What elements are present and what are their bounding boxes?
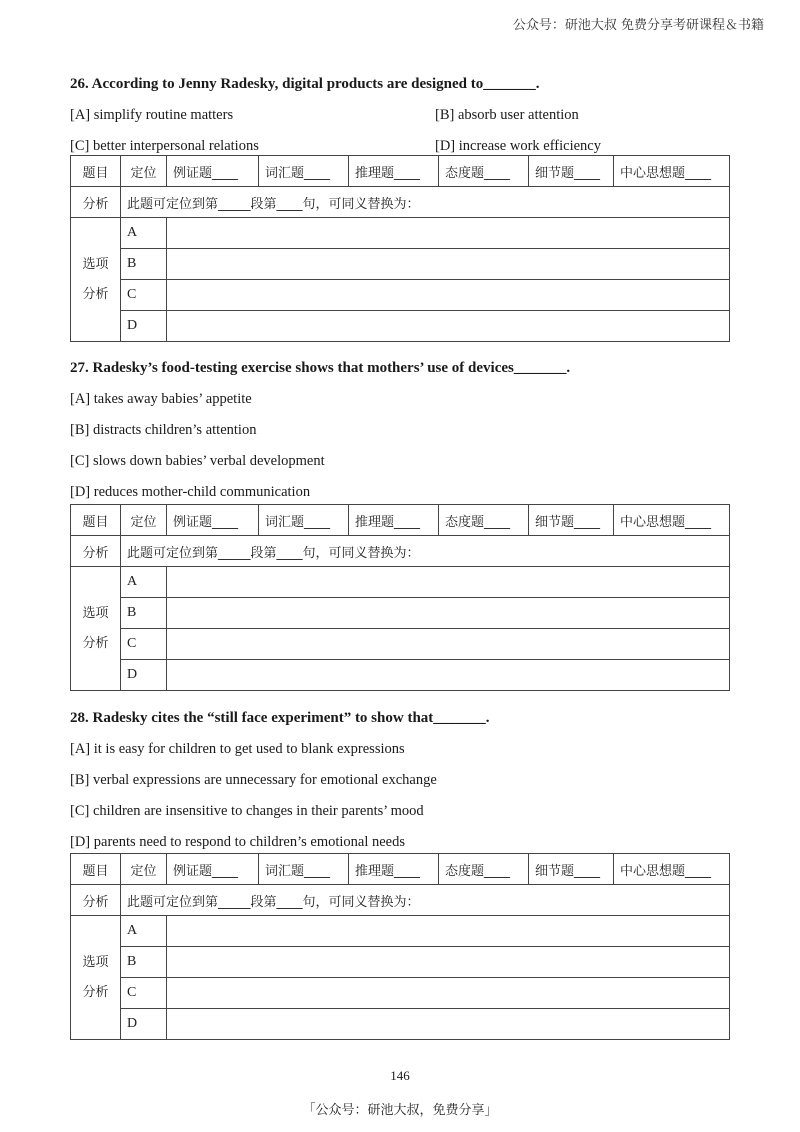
- answer-field-d[interactable]: [167, 1009, 730, 1040]
- type-main-idea[interactable]: 中心思想题____: [614, 505, 730, 536]
- letter-c: C: [121, 280, 167, 311]
- label-dingwei: 定位: [121, 854, 167, 885]
- analysis-table-28-wrap: [70, 853, 730, 1040]
- label-xuanxiang: 选项: [82, 256, 109, 272]
- letter-c: C: [121, 978, 167, 1009]
- answer-field-c[interactable]: [167, 629, 730, 660]
- letter-d: D: [121, 311, 167, 342]
- locate-field[interactable]: 此题可定位到第_____段第____句，可同义替换为：: [121, 536, 730, 567]
- label-xuanxiang: 选项: [82, 954, 109, 970]
- type-example[interactable]: 例证题____: [167, 505, 259, 536]
- letter-b: B: [121, 249, 167, 280]
- type-main-idea[interactable]: 中心思想题____: [614, 854, 730, 885]
- type-detail[interactable]: 细节题____: [529, 156, 614, 187]
- answer-field-d[interactable]: [167, 311, 730, 342]
- option-analysis-label: [71, 916, 121, 1040]
- answer-field-d[interactable]: [167, 660, 730, 691]
- letter-a: A: [121, 567, 167, 598]
- type-attitude[interactable]: 态度题____: [439, 156, 529, 187]
- answer-field-b[interactable]: [167, 947, 730, 978]
- footer-note: 「公众号：研池大叔，免费分享」: [302, 1103, 498, 1118]
- type-detail[interactable]: 细节题____: [529, 505, 614, 536]
- question-27: [70, 356, 730, 508]
- letter-d: D: [121, 1009, 167, 1040]
- analysis-table-27-wrap: [70, 504, 730, 691]
- page-number: 146: [390, 1068, 410, 1083]
- option-c: [C] children are insensitive to changes in their parents’ mood: [70, 803, 424, 819]
- locate-field[interactable]: 此题可定位到第_____段第____句，可同义替换为：: [121, 885, 730, 916]
- label-tigan: 题目: [71, 505, 121, 536]
- answer-field-b[interactable]: [167, 598, 730, 629]
- analysis-table-26-wrap: [70, 155, 730, 342]
- answer-field-a[interactable]: [167, 567, 730, 598]
- option-a: [A] it is easy for children to get used to blank expressions: [70, 741, 405, 757]
- option-d: [D] reduces mother-child communication: [70, 484, 311, 500]
- option-c: [C] better interpersonal relations: [70, 138, 259, 154]
- label-fenxi: 分析: [71, 187, 121, 218]
- answer-field-a[interactable]: [167, 218, 730, 249]
- label-tigan: 题目: [71, 854, 121, 885]
- answer-field-c[interactable]: [167, 280, 730, 311]
- locate-field[interactable]: 此题可定位到第_____段第____句，可同义替换为：: [121, 187, 730, 218]
- analysis-table: [70, 504, 730, 691]
- type-example[interactable]: 例证题____: [167, 854, 259, 885]
- label-xuanxiang: 选项: [82, 605, 109, 621]
- option-d: [D] increase work efficiency: [435, 138, 601, 154]
- option-list: [70, 384, 730, 508]
- type-vocab[interactable]: 词汇题____: [259, 505, 349, 536]
- label-fenxi-2: 分析: [82, 635, 109, 651]
- label-fenxi-2: 分析: [82, 984, 109, 1000]
- analysis-table: [70, 155, 730, 342]
- type-inference[interactable]: 推理题____: [349, 156, 439, 187]
- type-inference[interactable]: 推理题____: [349, 854, 439, 885]
- type-attitude[interactable]: 态度题____: [439, 505, 529, 536]
- type-main-idea[interactable]: 中心思想题____: [614, 156, 730, 187]
- question-28: [70, 706, 730, 858]
- label-fenxi: 分析: [71, 536, 121, 567]
- question-stem: 26. According to Jenny Radesky, digital products are designed to_______.: [70, 76, 540, 92]
- type-example[interactable]: 例证题____: [167, 156, 259, 187]
- label-dingwei: 定位: [121, 505, 167, 536]
- option-b: [B] absorb user attention: [435, 107, 579, 123]
- option-a: [A] simplify routine matters: [70, 107, 234, 123]
- option-analysis-label: [71, 218, 121, 342]
- letter-b: B: [121, 598, 167, 629]
- option-a: [A] takes away babies’ appetite: [70, 391, 252, 407]
- option-list: [70, 734, 730, 858]
- option-b: [B] distracts children’s attention: [70, 422, 257, 438]
- label-dingwei: 定位: [121, 156, 167, 187]
- option-grid: [70, 100, 730, 162]
- label-tigan: 题目: [71, 156, 121, 187]
- letter-b: B: [121, 947, 167, 978]
- letter-c: C: [121, 629, 167, 660]
- letter-a: A: [121, 916, 167, 947]
- option-analysis-label: [71, 567, 121, 691]
- label-fenxi-2: 分析: [82, 286, 109, 302]
- answer-field-a[interactable]: [167, 916, 730, 947]
- type-detail[interactable]: 细节题____: [529, 854, 614, 885]
- option-c: [C] slows down babies’ verbal development: [70, 453, 325, 469]
- letter-a: A: [121, 218, 167, 249]
- option-b: [B] verbal expressions are unnecessary for emotional exchange: [70, 772, 437, 788]
- type-attitude[interactable]: 态度题____: [439, 854, 529, 885]
- answer-field-c[interactable]: [167, 978, 730, 1009]
- question-stem: 27. Radesky’s food-testing exercise shows that mothers’ use of devices_______.: [70, 360, 571, 376]
- type-vocab[interactable]: 词汇题____: [259, 854, 349, 885]
- label-fenxi: 分析: [71, 885, 121, 916]
- analysis-table: [70, 853, 730, 1040]
- header-note: 公众号：研池大叔 免费分享考研课程＆书籍: [512, 18, 764, 33]
- type-vocab[interactable]: 词汇题____: [259, 156, 349, 187]
- type-inference[interactable]: 推理题____: [349, 505, 439, 536]
- question-26: [70, 72, 730, 162]
- letter-d: D: [121, 660, 167, 691]
- option-d: [D] parents need to respond to children’s emotional needs: [70, 834, 406, 850]
- answer-field-b[interactable]: [167, 249, 730, 280]
- question-stem: 28. Radesky cites the “still face experiment” to show that_______.: [70, 710, 490, 726]
